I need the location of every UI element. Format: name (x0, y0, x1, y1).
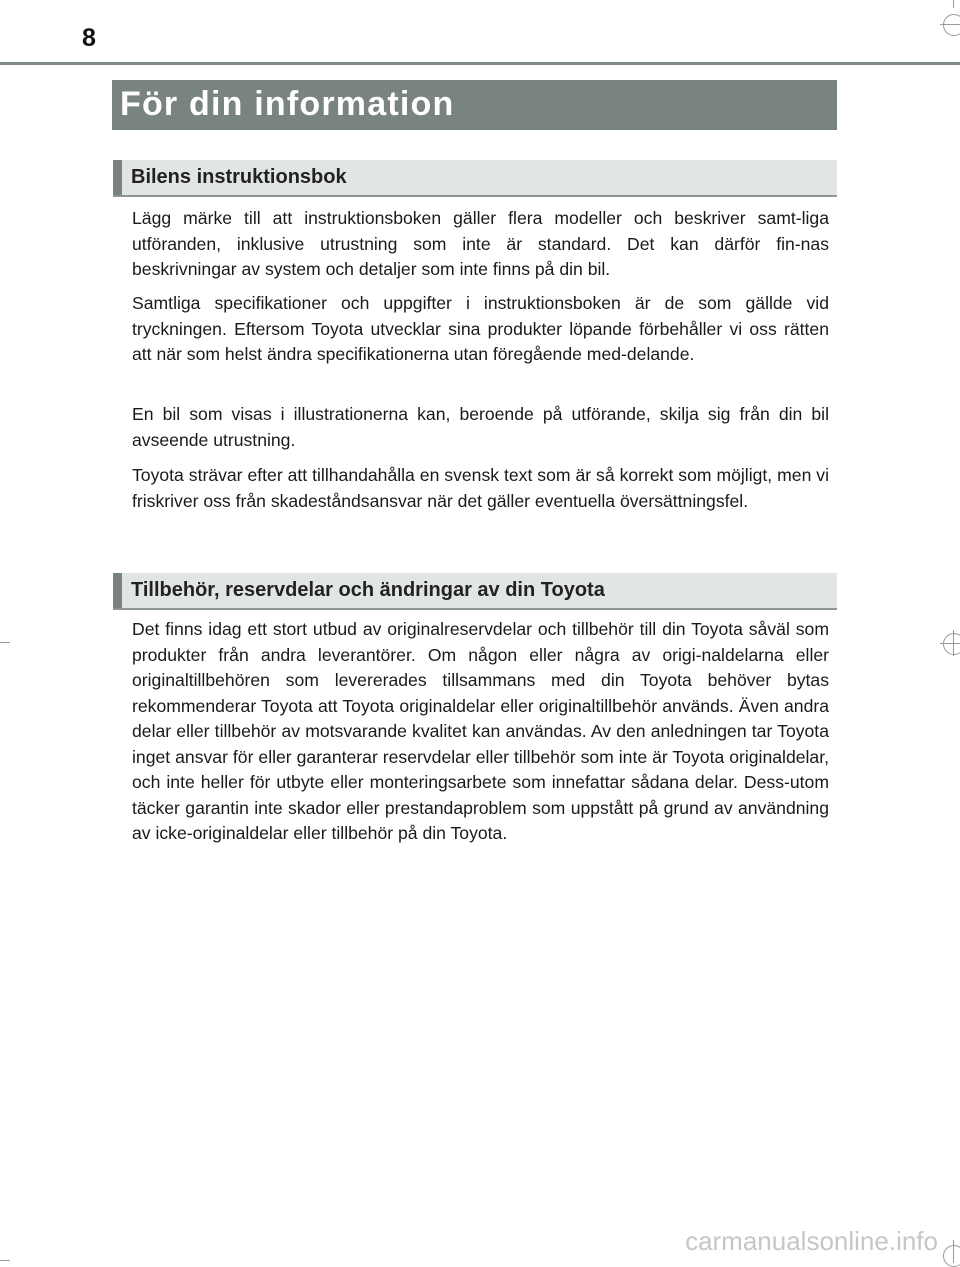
crop-mark (0, 642, 10, 643)
section-heading-accent (113, 573, 122, 608)
paragraph: Lägg märke till att instruktionsboken gäller flera modeller och beskriver samt-liga utföranden, inklusive utrustning som inte är standard. Det kan därför fin-nas beskrivningar av system och detaljer som inte finns på din bil. (132, 208, 829, 279)
page-number: 8 (82, 24, 96, 52)
paragraph: Samtliga specifikationer och uppgifter i instruktionsboken är de som gällde vid tryckningen. Eftersom Toyota utvecklar sina produkter löpande förbehåller vi oss rätten att när som helst ändra specifikationerna utan föregående med-delande. (132, 293, 829, 364)
header-rule (0, 62, 960, 65)
watermark: carmanualsonline.info (685, 1226, 938, 1256)
crop-mark (953, 0, 954, 8)
registration-mark (943, 14, 960, 36)
section-heading-label: Tillbehör, reservdelar och ändringar av din Toyota (131, 579, 605, 601)
section-heading-accent (113, 160, 122, 195)
section-heading-instruction-book (113, 160, 837, 197)
paragraph: Toyota strävar efter att tillhandahålla en svensk text som är så korrekt som möjligt, men vi friskriver oss från skadeståndsansvar när det gäller eventuella översättningsfel. (132, 465, 829, 511)
section-heading-accessories (113, 573, 837, 610)
crop-mark (0, 1260, 10, 1261)
paragraph: En bil som visas i illustrationerna kan, beroende på utförande, skilja sig från din bil avseende utrustning. (132, 404, 829, 450)
section-heading-label: Bilens instruktionsbok (131, 166, 347, 188)
registration-mark (943, 633, 960, 655)
registration-mark (943, 1245, 960, 1267)
page-title: För din information (120, 85, 455, 123)
chapter-banner (112, 80, 837, 130)
paragraph: Det finns idag ett stort utbud av originalreservdelar och tillbehör till din Toyota såväl som produkter från andra leverantörer. Om någon eller några av origi-naldelarna eller originaltillbehören som levererades tillsammans med din Toyota behöver bytas rekommenderar Toyota att Toyota originaldelar eller originaltillbehör används. Även andra delar eller tillbehör av motsvarande kvalitet kan användas. Av den anledningen tar Toyota inget ansvar för eller garanterar reservdelar eller tillbehör som inte är Toyota originaldelar, och inte heller för utbyte eller monteringsarbete som innefattar sådana delar. Dess-utom täcker garantin inte skador eller prestandaproblem som uppstått på grund av användning av icke-originaldelar eller tillbehör på din Toyota. (132, 619, 829, 843)
